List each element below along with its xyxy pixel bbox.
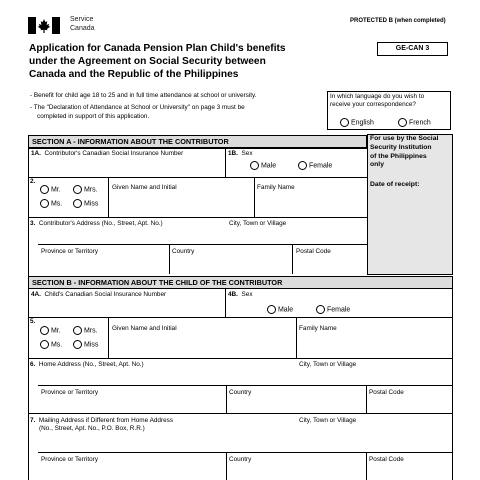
- title-line-2: under the Agreement on Social Security between: [29, 56, 266, 67]
- field-6-text: Home Address (No., Street, Apt. No.): [38, 361, 144, 368]
- divider: [254, 178, 255, 218]
- divider: [28, 217, 367, 218]
- field-7-text: Mailing Address if Different from Home Address: [38, 417, 174, 424]
- title-miss-option[interactable]: [73, 199, 98, 209]
- side-line-2: Security Institution: [370, 143, 432, 151]
- side-line-4: only: [370, 161, 384, 169]
- country-label: Country: [172, 248, 195, 255]
- divider: [28, 413, 453, 414]
- miss-radio[interactable]: [73, 199, 82, 208]
- french-option[interactable]: [398, 118, 431, 128]
- family-name-label: Family Name: [299, 325, 337, 332]
- field-1b-label: [228, 150, 253, 158]
- title-mr-option[interactable]: [40, 326, 61, 336]
- miss-label: Miss: [83, 341, 99, 349]
- given-name-label: Given Name and Initial: [112, 325, 177, 332]
- mrs-radio[interactable]: [73, 185, 82, 194]
- form-code: GE-CAN 3: [377, 42, 448, 56]
- city-label: City, Town or Village: [299, 417, 357, 424]
- divider: [226, 452, 227, 480]
- field-1b-num: 1B.: [228, 150, 238, 157]
- country-label: Country: [229, 456, 252, 463]
- divider: [28, 135, 29, 277]
- divider: [292, 244, 293, 274]
- female-radio[interactable]: [298, 161, 307, 170]
- language-q-line-2: receive your correspondence?: [330, 100, 416, 108]
- divider: [169, 244, 170, 274]
- english-radio[interactable]: [340, 118, 349, 127]
- province-label: Province or Territory: [41, 456, 99, 463]
- contributor-male-option[interactable]: [250, 161, 276, 171]
- divider: [366, 385, 367, 414]
- mrs-label: Mrs.: [83, 186, 98, 194]
- title-ms-option[interactable]: [40, 199, 62, 209]
- field-3-text: Contributor's Address (No., Street, Apt. No.): [38, 220, 163, 227]
- female-radio[interactable]: [316, 305, 325, 314]
- field-1b-text: Sex: [241, 150, 253, 157]
- miss-label: Miss: [83, 200, 99, 208]
- field-1a-text: Contributor's Canadian Social Insurance Number: [44, 150, 184, 157]
- mrs-radio[interactable]: [73, 326, 82, 335]
- field-6-label: [30, 361, 144, 369]
- section-a-header: SECTION A - INFORMATION ABOUT THE CONTRIBUTOR: [28, 135, 367, 148]
- title-miss-option[interactable]: [73, 340, 98, 350]
- english-option[interactable]: [340, 118, 374, 128]
- french-label: French: [408, 119, 431, 127]
- canada-flag-logo: [28, 17, 60, 34]
- family-name-label: Family Name: [257, 184, 295, 191]
- male-radio[interactable]: [250, 161, 259, 170]
- divider: [225, 148, 226, 178]
- field-4b-num: 4B.: [228, 291, 238, 298]
- mr-radio[interactable]: [40, 326, 49, 335]
- ms-label: Ms.: [50, 200, 63, 208]
- ms-radio[interactable]: [40, 199, 49, 208]
- side-line-3: of the Philippines: [370, 152, 427, 160]
- field-4a-text: Child's Canadian Social Insurance Number: [44, 291, 167, 298]
- field-1a-num: 1A.: [31, 150, 41, 157]
- intro-bullet-2: - The "Declaration of Attendance at School or University" on page 3 must be: [30, 104, 245, 111]
- divider: [38, 385, 453, 386]
- field-4b-text: Sex: [241, 291, 253, 298]
- field-7-num: 7.: [30, 417, 36, 424]
- divider: [38, 244, 367, 245]
- field-7-text-2: (No., Street, Apt. No., P.O. Box, R.R.): [39, 424, 145, 432]
- divider: [296, 317, 297, 358]
- male-label: Male: [260, 162, 277, 170]
- side-line-1: For use by the Social: [370, 135, 439, 142]
- miss-radio[interactable]: [73, 340, 82, 349]
- field-3-label: [30, 220, 163, 228]
- female-label: Female: [308, 162, 333, 170]
- divider: [108, 317, 109, 358]
- date-of-receipt-label: Date of receipt:: [370, 181, 420, 188]
- english-label: English: [350, 119, 374, 127]
- postal-code-label: Postal Code: [296, 248, 331, 255]
- divider: [28, 317, 453, 318]
- divider: [225, 289, 226, 318]
- male-radio[interactable]: [267, 305, 276, 314]
- divider: [226, 385, 227, 414]
- province-label: Province or Territory: [41, 248, 99, 255]
- child-male-option[interactable]: [267, 305, 293, 315]
- province-label: Province or Territory: [41, 389, 99, 396]
- field-1a-label: [31, 150, 183, 158]
- divider: [28, 276, 29, 480]
- french-radio[interactable]: [398, 118, 407, 127]
- language-q-line-1: In which language do you wish to: [330, 93, 425, 100]
- field-4b-label: [228, 291, 253, 299]
- section-b-header: SECTION B - INFORMATION ABOUT THE CHILD OF THE CONTRIBUTOR: [28, 276, 453, 289]
- dept-line-1: Service: [70, 16, 94, 23]
- ms-label: Ms.: [50, 341, 63, 349]
- divider: [28, 177, 367, 178]
- divider: [452, 276, 453, 480]
- country-label: Country: [229, 389, 252, 396]
- field-6-num: 6.: [30, 361, 36, 368]
- mr-radio[interactable]: [40, 185, 49, 194]
- city-label: City, Town or Village: [229, 220, 287, 227]
- field-4a-num: 4A.: [31, 291, 41, 298]
- child-female-option[interactable]: [316, 305, 350, 315]
- female-label: Female: [326, 306, 351, 314]
- title-mrs-option[interactable]: [73, 185, 98, 195]
- field-2-num: 2.: [30, 178, 36, 185]
- divider: [28, 148, 367, 149]
- divider: [28, 358, 453, 359]
- field-4a-label: [31, 291, 166, 299]
- mr-label: Mr.: [50, 186, 61, 194]
- male-label: Male: [277, 306, 294, 314]
- divider: [108, 178, 109, 218]
- intro-bullet-2-cont: completed in support of this application.: [37, 113, 150, 120]
- protected-label: PROTECTED B (when completed): [350, 18, 446, 24]
- postal-code-label: Postal Code: [369, 389, 404, 396]
- divider: [366, 452, 367, 480]
- given-name-label: Given Name and Initial: [112, 184, 177, 191]
- field-3-num: 3.: [30, 220, 36, 227]
- language-question: [330, 93, 424, 108]
- title-mr-option[interactable]: [40, 185, 61, 195]
- mrs-label: Mrs.: [83, 327, 98, 335]
- ms-radio[interactable]: [40, 340, 49, 349]
- postal-code-label: Postal Code: [369, 456, 404, 463]
- city-label: City, Town or Village: [299, 361, 357, 368]
- side-box-text: [370, 135, 438, 170]
- title-ms-option[interactable]: [40, 340, 62, 350]
- dept-line-2: Canada: [70, 24, 95, 32]
- title-mrs-option[interactable]: [73, 326, 98, 336]
- mr-label: Mr.: [50, 327, 61, 335]
- form-title: [29, 42, 286, 81]
- field-7-label: [30, 417, 173, 432]
- title-line-1: Application for Canada Pension Plan Child's benefits: [29, 43, 286, 54]
- title-line-3: Canada and the Republic of the Philippines: [29, 69, 239, 80]
- intro-bullet-1: - Benefit for child age 18 to 25 and in full time attendance at school or university.: [30, 92, 257, 99]
- divider: [38, 452, 453, 453]
- contributor-female-option[interactable]: [298, 161, 332, 171]
- department-name: [70, 16, 95, 33]
- field-5-num: 5.: [30, 318, 36, 325]
